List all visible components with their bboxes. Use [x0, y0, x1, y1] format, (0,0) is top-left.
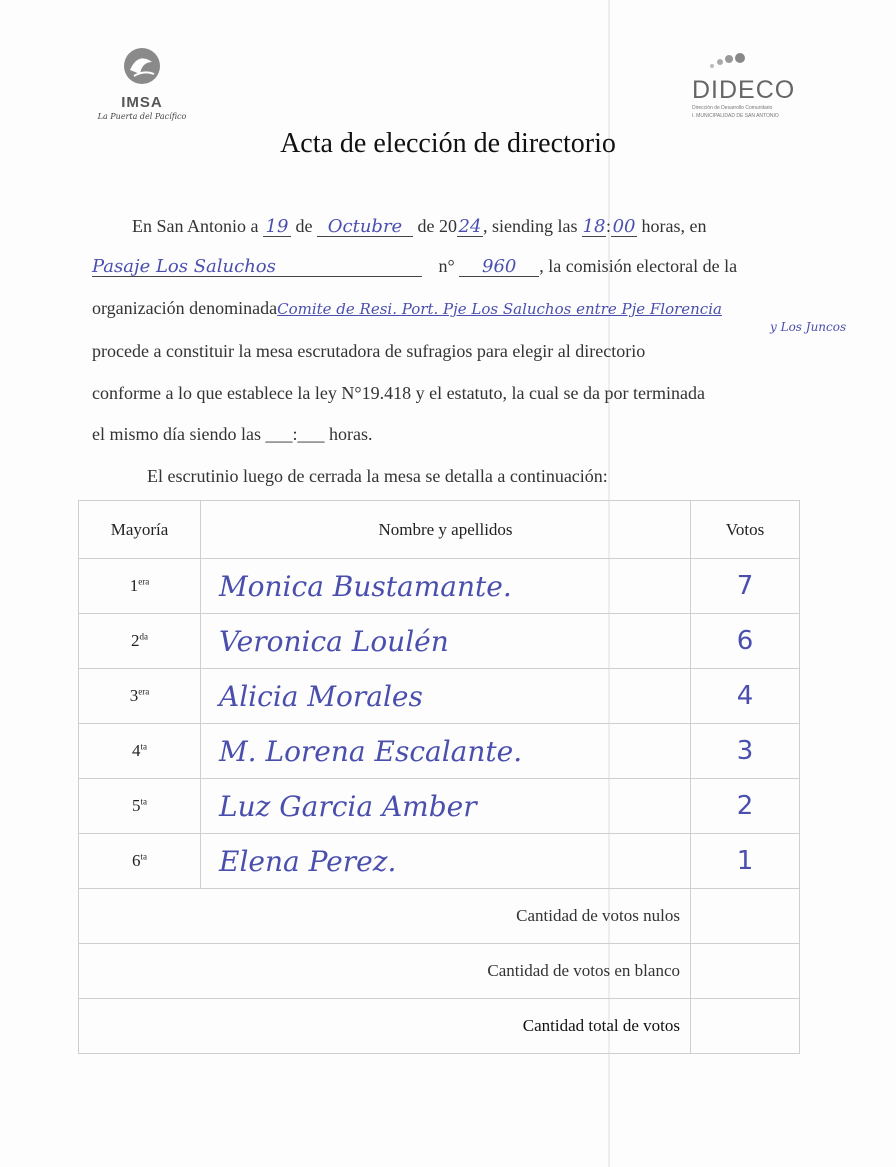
month-field: Octubre: [317, 218, 413, 237]
rank-cell: [79, 614, 201, 669]
nulos-value: [691, 889, 800, 944]
year-field: 24: [458, 216, 482, 237]
candidate-name: Monica Bustamante.: [201, 559, 691, 614]
header-mayoria: Mayoría: [79, 501, 201, 559]
intro-text: horas, en: [641, 216, 707, 236]
intro-line-5: conforme a lo que establece la ley N°19.418 y el estatuto, la cual se da por terminada: [92, 383, 705, 403]
rank-suffix: da: [139, 631, 148, 642]
table-header-row: [79, 501, 800, 559]
rank-cell: [79, 669, 201, 724]
candidate-votes: 3: [691, 724, 800, 779]
total-row: [79, 999, 800, 1054]
nulos-row: [79, 889, 800, 944]
candidate-name: Veronica Loulén: [201, 614, 691, 669]
dideco-subtitle-2: I. MUNICIPALIDAD DE SAN ANTONIO: [692, 113, 779, 119]
candidate-name: Alicia Morales: [201, 669, 691, 724]
candidate-votes: 7: [691, 559, 800, 614]
intro-line-4: procede a constituir la mesa escrutadora de sufragios para elegir al directorio: [92, 341, 646, 361]
rank-suffix: ta: [140, 796, 147, 807]
rank-number: 5: [132, 796, 141, 815]
table-row: [79, 559, 800, 614]
rank-cell: [79, 724, 201, 779]
intro-text: :: [606, 216, 612, 236]
candidate-name: Luz Garcia Amber: [201, 779, 691, 834]
nulos-label: Cantidad de votos nulos: [79, 889, 691, 944]
dideco-name: DIDECO: [692, 76, 796, 104]
rank-suffix: ta: [140, 741, 147, 752]
rank-number: 1: [129, 576, 139, 595]
imsa-emblem-icon: [112, 40, 172, 92]
dideco-dots-icon: [692, 50, 752, 72]
blanco-row: [79, 944, 800, 999]
header-nombre: Nombre y apellidos: [201, 501, 691, 559]
rank-suffix: era: [138, 686, 150, 697]
intro-text: En San Antonio a: [132, 216, 259, 236]
hour-field: 18: [582, 216, 606, 237]
total-label: Cantidad total de votos: [79, 999, 691, 1054]
day-field: 19: [263, 218, 291, 237]
rank-cell: [79, 559, 201, 614]
rank-number: 4: [132, 741, 141, 760]
candidate-votes: 4: [691, 669, 800, 724]
street-field: Pasaje Los Saluchos: [92, 258, 422, 277]
intro-line-6: el mismo día siendo las ___:___ horas.: [92, 424, 373, 444]
intro-text: , la comisión electoral de la: [539, 256, 738, 276]
intro-line-2: [92, 256, 737, 277]
imsa-name: IMSA: [121, 94, 163, 111]
intro-text: , siending las: [483, 216, 578, 236]
candidate-name: Elena Perez.: [201, 834, 691, 889]
rank-suffix: ta: [140, 851, 147, 862]
imsa-tagline: La Puerta del Pacífico: [97, 112, 187, 121]
table-row: [79, 669, 800, 724]
table-row: [79, 724, 800, 779]
intro-text: de 20: [417, 216, 457, 236]
intro-line-3: [92, 298, 722, 319]
rank-number: 6: [132, 851, 141, 870]
dideco-logo: [692, 50, 796, 119]
total-value: [691, 999, 800, 1054]
header-votos: Votos: [691, 501, 800, 559]
organization-field: Comite de Resi. Port. Pje Los Saluchos entre Pje Florencia: [277, 300, 722, 318]
number-field: 960: [459, 258, 539, 277]
candidate-name: M. Lorena Escalante.: [201, 724, 691, 779]
rank-number: 3: [129, 686, 139, 705]
intro-text: de: [295, 216, 313, 236]
candidate-votes: 1: [691, 834, 800, 889]
table-row: [79, 834, 800, 889]
candidate-votes: 2: [691, 779, 800, 834]
votes-table: [78, 500, 800, 1054]
document-title: Acta de elección de directorio: [280, 128, 616, 159]
minute-field: 00: [612, 216, 636, 237]
rank-cell: [79, 779, 201, 834]
intro-text: organización denominada: [92, 298, 278, 318]
rank-suffix: era: [138, 576, 150, 587]
rank-number: 2: [131, 631, 140, 650]
blanco-value: [691, 944, 800, 999]
blanco-label: Cantidad de votos en blanco: [79, 944, 691, 999]
organization-field-continued: y Los Juncos: [770, 320, 847, 334]
table-row: [79, 779, 800, 834]
intro-text: n°: [438, 256, 455, 276]
intro-line-7: El escrutinio luego de cerrada la mesa se detalla a continuación:: [147, 466, 608, 486]
intro-line-1: [132, 216, 707, 237]
rank-cell: [79, 834, 201, 889]
candidate-votes: 6: [691, 614, 800, 669]
table-row: [79, 614, 800, 669]
dideco-subtitle-1: Dirección de Desarrollo Comunitario: [692, 105, 773, 111]
imsa-logo: [92, 40, 192, 121]
